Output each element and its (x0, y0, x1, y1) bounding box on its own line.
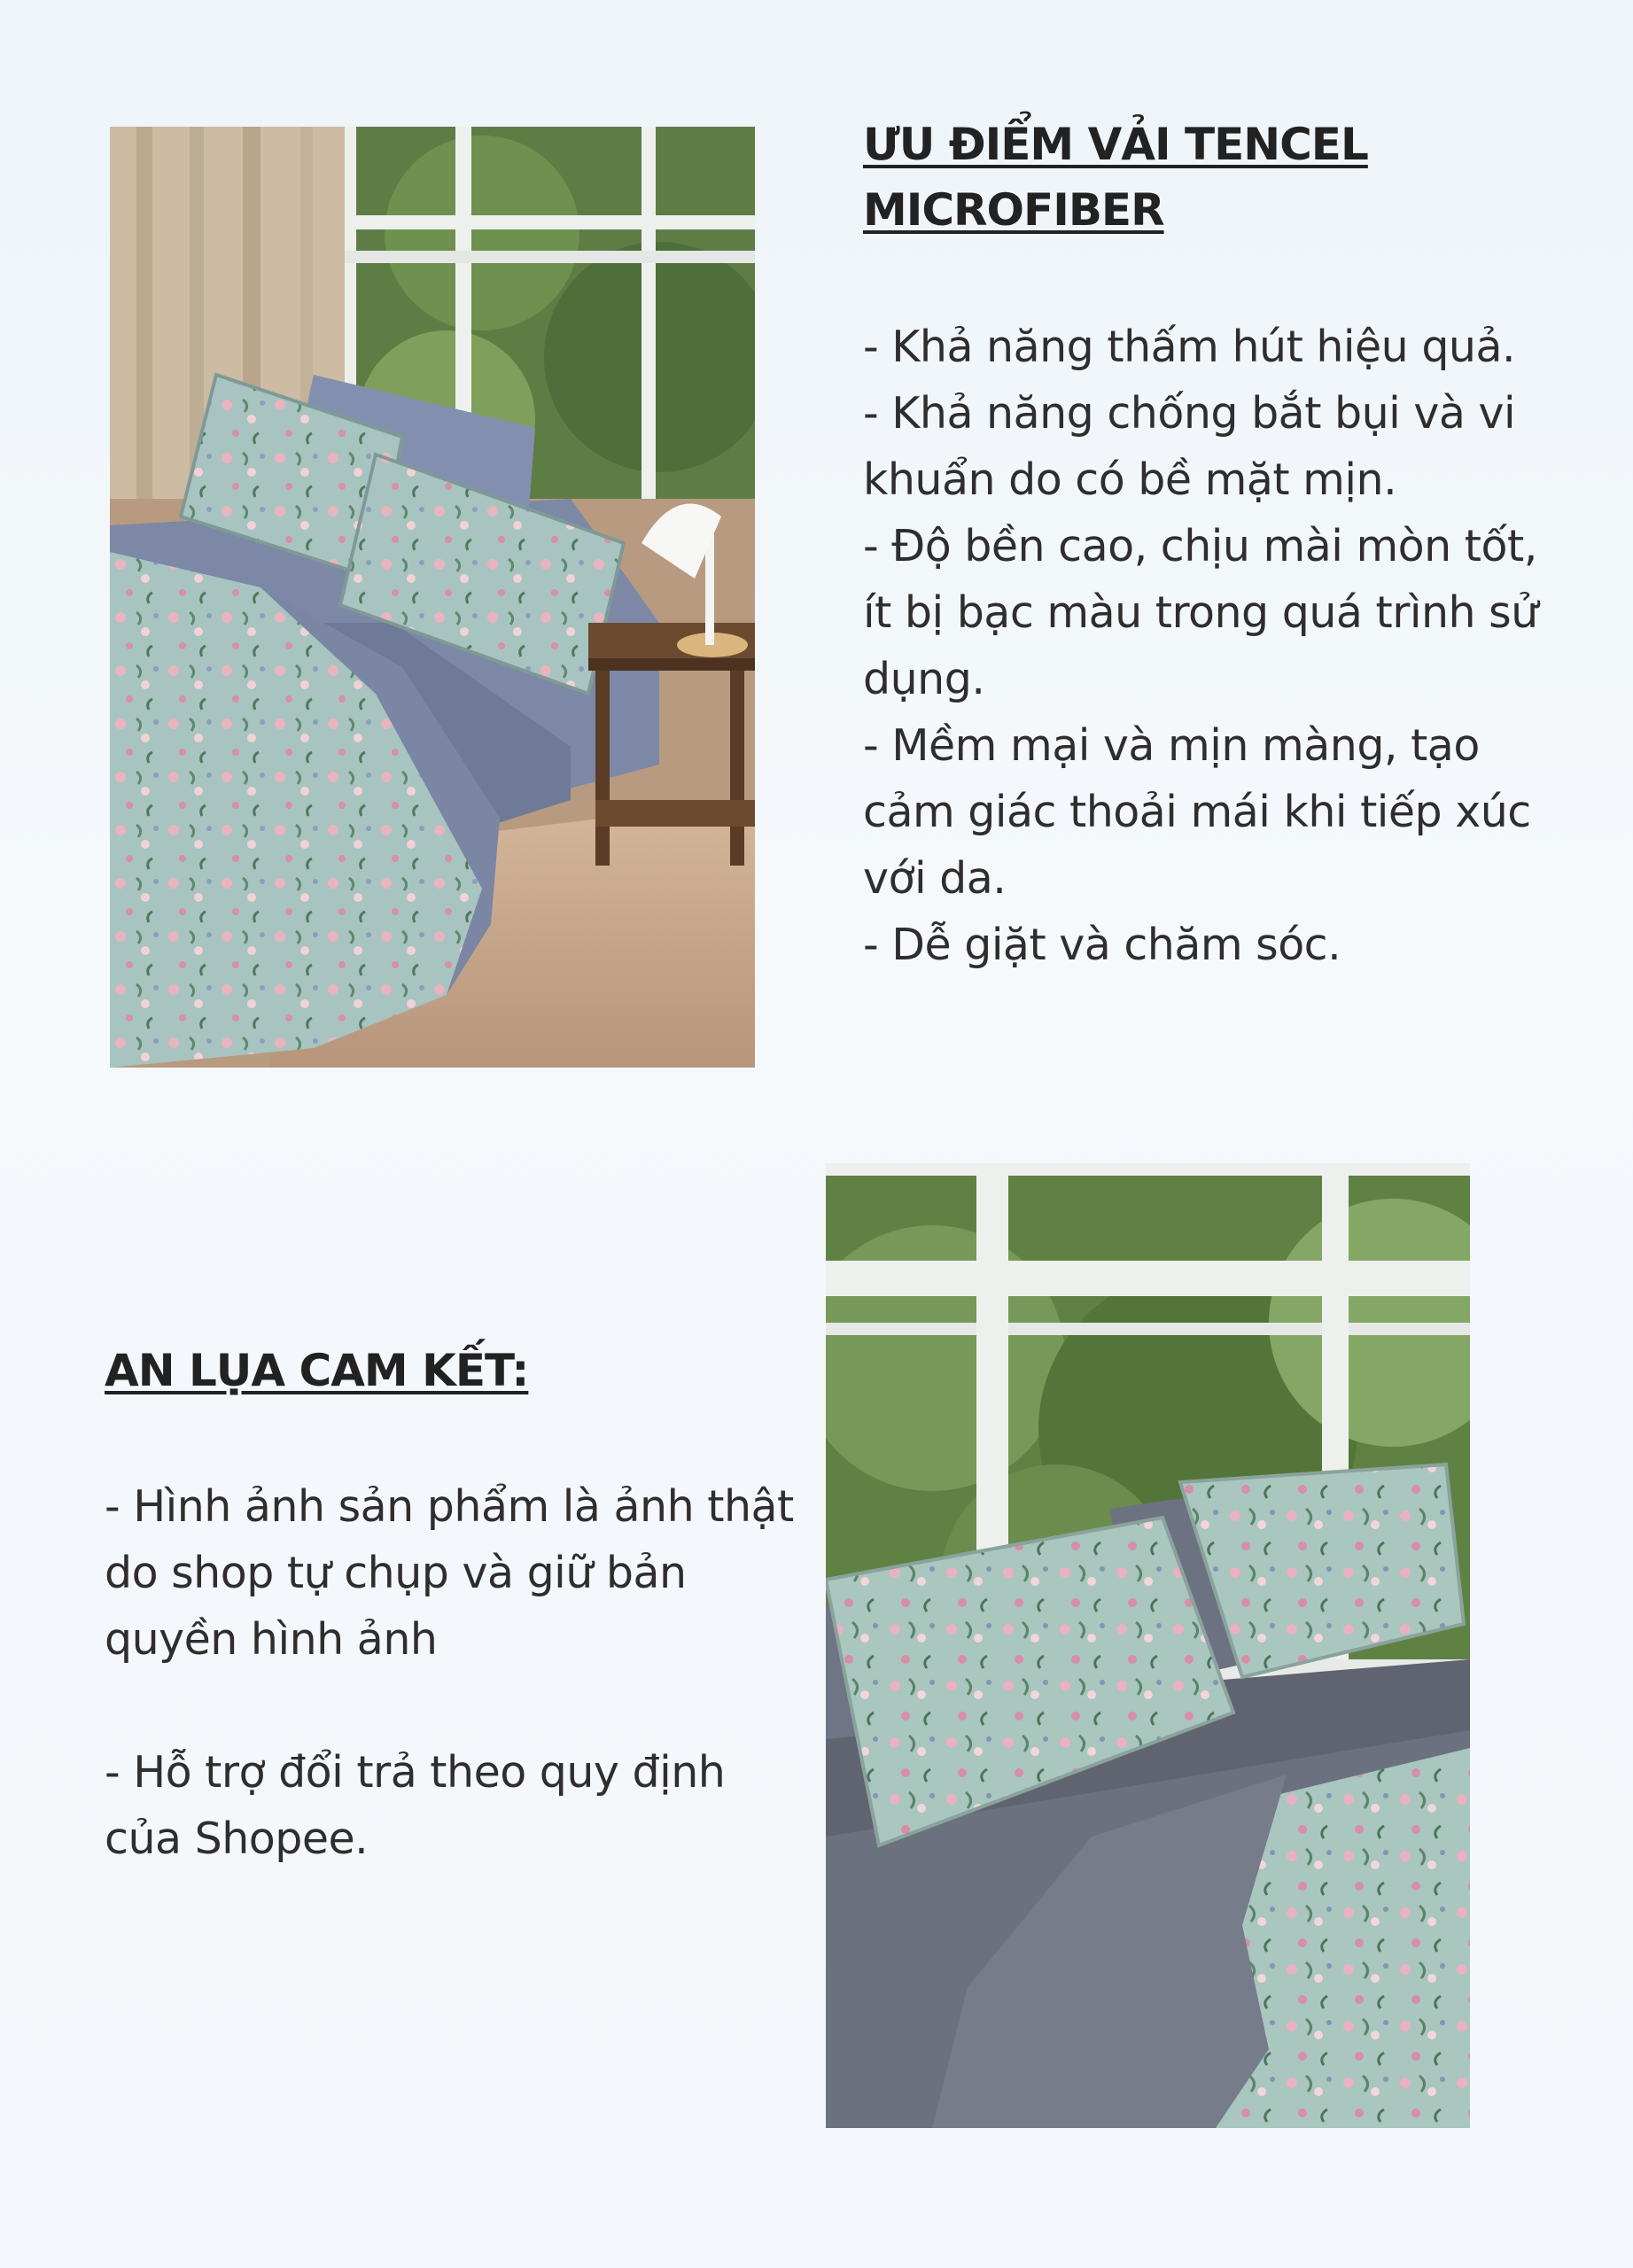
list-item: - Khả năng thấm hút hiệu quả. (863, 322, 1516, 372)
tencel-advantages-list (863, 314, 1572, 978)
bedroom-photo-bottom-image (826, 1163, 1470, 2128)
list-item: - Hình ảnh sản phẩm là ảnh thật do shop tự chụp và giữ bản quyền hình ảnh (105, 1481, 794, 1665)
bedroom-photo-bottom (826, 1163, 1470, 2128)
list-item: - Khả năng chống bắt bụi và vi khuẩn do có bề mặt mịn. (863, 388, 1516, 505)
commitment-heading: AN LỤA CAM KẾT: (105, 1345, 529, 1396)
list-item: - Dễ giặt và chăm sóc. (863, 920, 1341, 970)
tencel-advantages-heading: ƯU ĐIỂM VẢI TENCEL MICROFIBER (863, 119, 1368, 236)
list-item: - Mềm mại và mịn màng, tạo cảm giác thoải mái khi tiếp xúc với da. (863, 720, 1531, 904)
bedroom-photo-top-image (110, 127, 755, 1068)
list-item: - Hỗ trợ đổi trả theo quy định của Shopee. (105, 1747, 726, 1864)
commitment-list (105, 1473, 805, 1872)
list-item: - Độ bền cao, chịu mài mòn tốt, ít bị bạc màu trong quá trình sử dụng. (863, 521, 1538, 704)
bedroom-photo-top (110, 127, 755, 1068)
